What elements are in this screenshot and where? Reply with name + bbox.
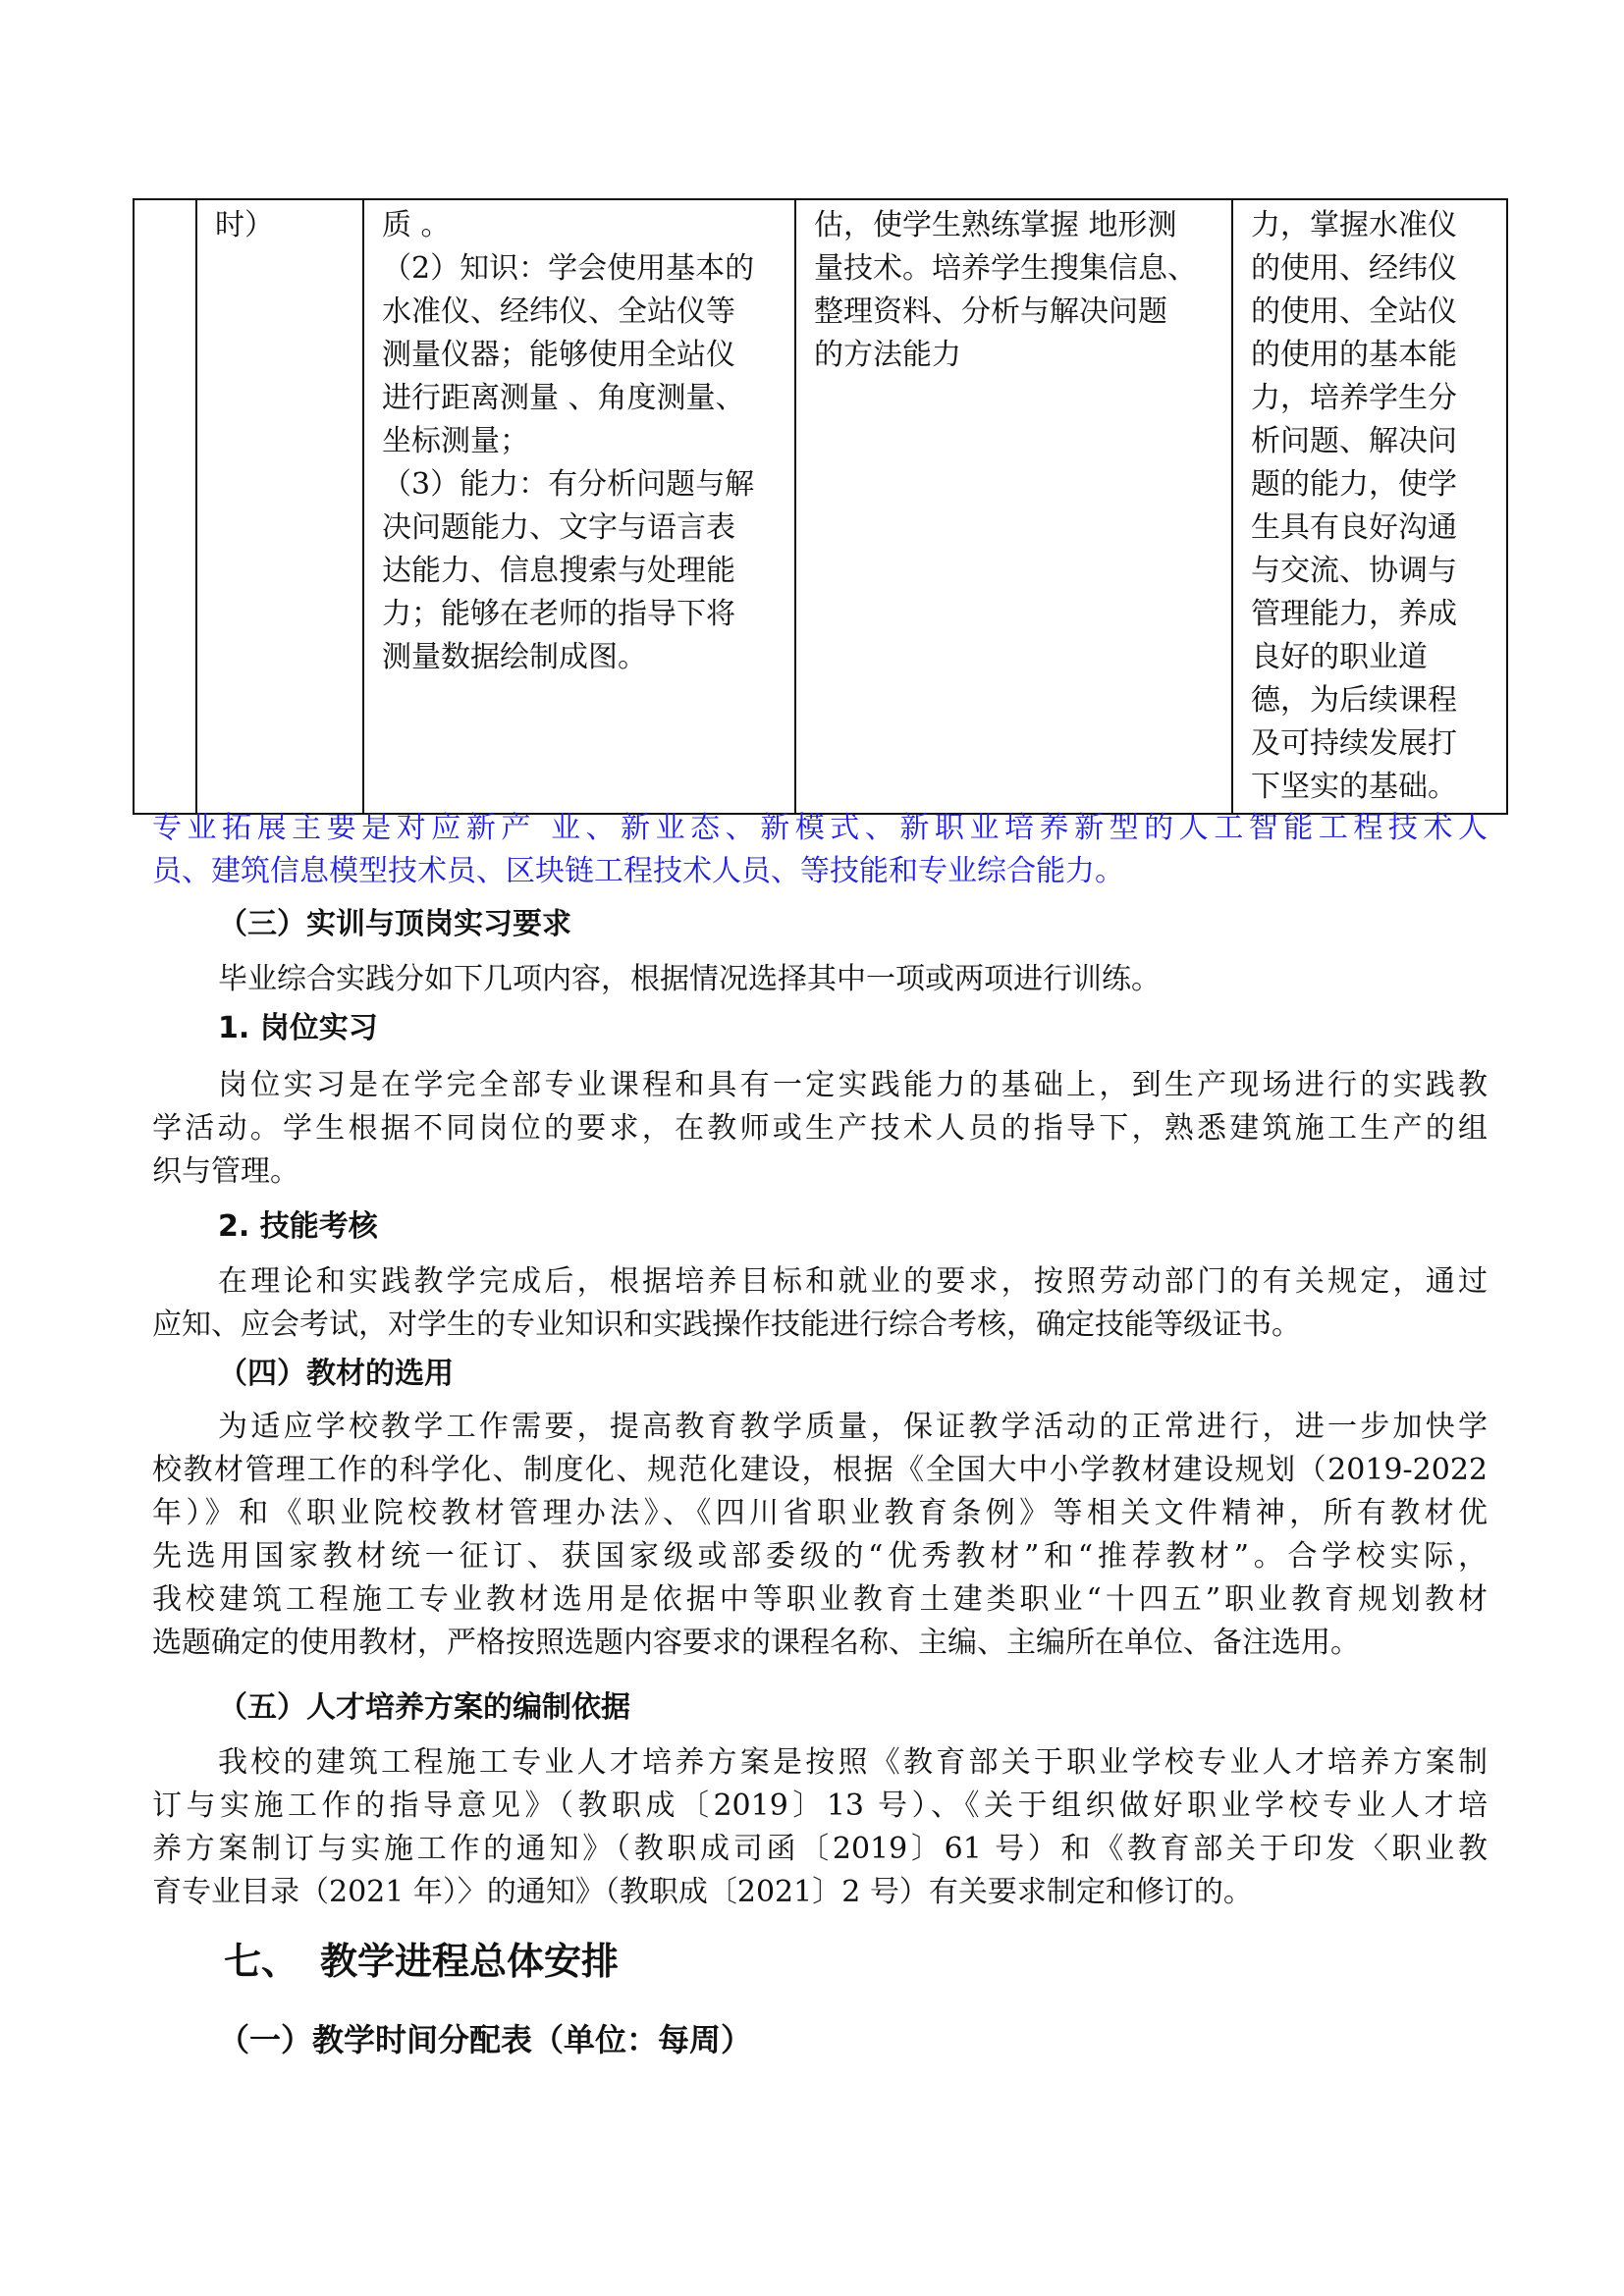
- cell-line: 量技术。培养学生搜集信息、: [814, 251, 1197, 286]
- basis-paragraph: [152, 1741, 1488, 1914]
- paragraph-line: 岗位实习是在学完全部专业课程和具有一定实践能力的基础上，到生产现场进行的实践教: [218, 1068, 1488, 1102]
- chapter-title: 教学进程总体安排: [320, 1940, 620, 1983]
- cell-line: 力，培养学生分: [1251, 381, 1457, 415]
- table-cell-objectives: [363, 199, 795, 814]
- section-3-intro: 毕业综合实践分如下几项内容，根据情况选择其中一项或两项进行训练。: [218, 962, 1161, 996]
- table-cell-hours: [196, 199, 363, 814]
- section-heading-4: （四）教材的选用: [218, 1357, 454, 1391]
- cell-line: 水准仪、经纬仪、全站仪等: [382, 294, 735, 329]
- table-cell-index: [134, 199, 196, 814]
- paragraph-line: 选题确定的使用教材，严格按照选题内容要求的课程名称、主编、主编所在单位、备注选用。: [152, 1626, 1360, 1660]
- cell-line: 时）: [215, 208, 274, 242]
- cell-line: 达能力、信息搜索与处理能: [382, 554, 735, 588]
- paragraph-line: 养方案制订与实施工作的通知》（教职成司函〔2019〕61 号）和《教育部关于印发〈职业教: [152, 1832, 1488, 1866]
- cell-line: 及可持续发展打: [1251, 726, 1457, 761]
- course-table: [133, 198, 1508, 815]
- paragraph-line: 织与管理。: [152, 1154, 299, 1189]
- cell-line: （3）能力：有分析问题与解: [382, 467, 755, 502]
- cell-line: 与交流、协调与: [1251, 554, 1457, 588]
- cell-line: 良好的职业道: [1251, 640, 1428, 674]
- paragraph-line: 校教材管理工作的科学化、制度化、规范化建设，根据《全国大中小学教材建设规划（2019-2022: [152, 1453, 1488, 1487]
- cell-line: （2）知识：学会使用基本的: [382, 251, 755, 286]
- cell-line: 整理资料、分析与解决问题: [814, 294, 1167, 329]
- paragraph-line: 学活动。学生根据不同岗位的要求，在教师或生产技术人员的指导下，熟悉建筑施工生产的组: [152, 1111, 1488, 1146]
- table-cell-requirements: [1232, 199, 1507, 814]
- item-heading-skill-assessment: 2. 技能考核: [218, 1209, 378, 1244]
- cell-line: 估，使学生熟练掌握 地形测: [814, 208, 1177, 242]
- cell-line: 测量仪器；能够使用全站仪: [382, 338, 735, 372]
- cell-line: 力，掌握水准仪: [1251, 208, 1457, 242]
- item-heading-internship: 1. 岗位实习: [218, 1011, 378, 1045]
- paragraph-line: 年）》和《职业院校教材管理办法》、《四川省职业教育条例》等相关文件精神，所有教材优: [152, 1496, 1488, 1530]
- cell-line: 生具有良好沟通: [1251, 510, 1457, 545]
- cell-line: 的使用、经纬仪: [1251, 251, 1457, 286]
- chapter-number: 七、: [224, 1940, 299, 1983]
- textbook-paragraph: [152, 1406, 1488, 1665]
- table-row: [134, 199, 1507, 814]
- cell-line: 的使用、全站仪: [1251, 294, 1457, 329]
- paragraph-line: 订与实施工作的指导意见》（教职成〔2019〕13 号）、《关于组织做好职业学校专业人才培: [152, 1789, 1488, 1823]
- cell-line: 测量数据绘制成图。: [382, 640, 647, 674]
- paragraph-line: 应知、应会考试，对学生的专业知识和实践操作技能进行综合考核，确定技能等级证书。: [152, 1308, 1301, 1342]
- section-heading-3: （三）实训与顶岗实习要求: [218, 907, 571, 941]
- cell-line: 坐标测量；: [382, 424, 529, 458]
- internship-paragraph: [152, 1064, 1488, 1194]
- cell-line: 析问题、解决问: [1251, 424, 1457, 458]
- section-heading-5: （五）人才培养方案的编制依据: [218, 1690, 630, 1725]
- cell-line: 的使用的基本能: [1251, 338, 1457, 372]
- cell-line: 力；能够在老师的指导下将: [382, 597, 735, 631]
- paragraph-line: 先选用国家教材统一征订、获国家级或部委级的“优秀教材”和“推荐教材”。合学校实际，: [152, 1539, 1488, 1574]
- skill-assessment-paragraph: [152, 1260, 1488, 1347]
- paragraph-line: 为适应学校教学工作需要，提高教育教学质量，保证教学活动的正常进行，进一步加快学: [218, 1410, 1488, 1444]
- cell-line: 下坚实的基础。: [1251, 770, 1457, 804]
- cell-line: 的方法能力: [814, 338, 961, 372]
- paragraph-line: 专业拓展主要是对应新产 业、新业态、新模式、新职业培养新型的人工智能工程技术人: [152, 811, 1488, 845]
- cell-line: 质 。: [382, 208, 451, 242]
- expansion-paragraph: [152, 807, 1488, 850]
- section-heading-7-1: （一）教学时间分配表（单位：每周）: [218, 2021, 753, 2058]
- cell-line: 德，为后续课程: [1251, 683, 1457, 718]
- cell-line: 题的能力，使学: [1251, 467, 1457, 502]
- cell-line: 决问题能力、文字与语言表: [382, 510, 735, 545]
- table-cell-content: [795, 199, 1232, 814]
- expansion-paragraph-line2: 员、建筑信息模型技术员、区块链工程技术人员、等技能和专业综合能力。: [152, 854, 1124, 888]
- paragraph-line: 我校的建筑工程施工专业人才培养方案是按照《教育部关于职业学校专业人才培养方案制: [218, 1745, 1488, 1780]
- cell-line: 进行距离测量 、角度测量、: [382, 381, 745, 415]
- paragraph-line: 在理论和实践教学完成后，根据培养目标和就业的要求，按照劳动部门的有关规定，通过: [218, 1264, 1488, 1299]
- paragraph-line: 我校建筑工程施工专业教材选用是依据中等职业教育土建类职业“十四五”职业教育规划教材: [152, 1582, 1488, 1617]
- paragraph-line: 育专业目录（2021 年）〉的通知》（教职成〔2021〕2 号）有关要求制定和修订的。: [152, 1875, 1253, 1909]
- cell-line: 管理能力，养成: [1251, 597, 1457, 631]
